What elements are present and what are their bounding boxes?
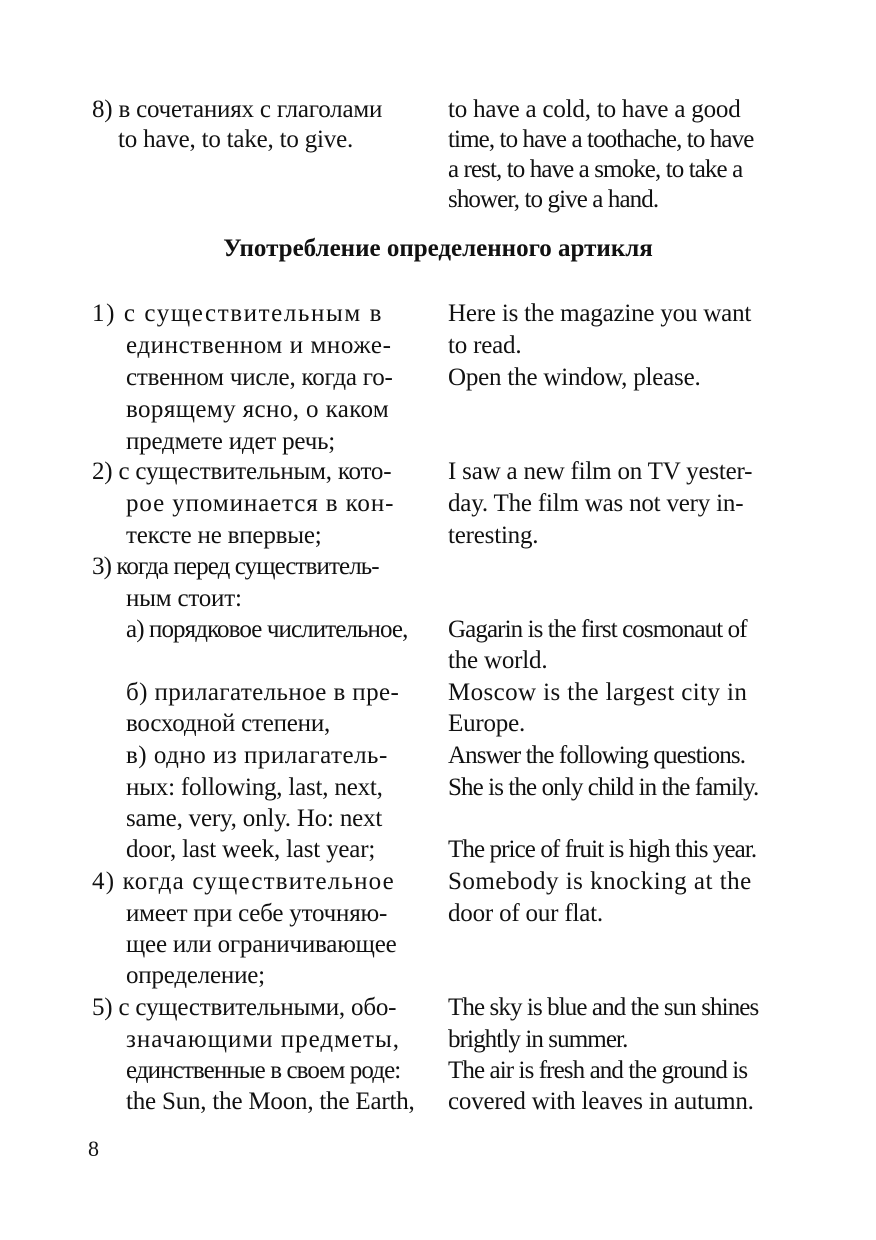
- rule-3a-example-line-2: the world.: [448, 647, 548, 674]
- rule-3c-example-line-2: She is the only child in the family.: [448, 774, 759, 801]
- rule-8-example-line-3: a rest, to have a smoke, to take a: [448, 156, 743, 183]
- rule-1-example-line-3: Open the window, please.: [448, 364, 701, 391]
- rule-3b-left-line-1: б) прилагательное в пре-: [126, 679, 400, 706]
- rule-3b-left-line-2: восходной степени,: [126, 710, 331, 737]
- rule-5-left-line-2: значающими предметы,: [126, 1026, 401, 1053]
- rule-3c-left-line-3: same, very, only. Но: next: [126, 805, 383, 832]
- rule-8-example-line-2: time, to have a toothache, to have: [448, 126, 754, 153]
- rule-3c-left-line-2: ных: following, last, next,: [126, 774, 383, 801]
- rule-3b-example-line-2: Europe.: [448, 710, 526, 737]
- rule-8-example-line-1: to have a cold, to have a good: [448, 96, 741, 123]
- rule-3c-example-line-3: The price of fruit is high this year.: [448, 836, 757, 863]
- rule-3c-left-line-4: door, last week, last year;: [126, 836, 376, 863]
- rule-4-left-line-3: щее или ограничивающее: [126, 931, 397, 958]
- rule-5-left-line-4: the Sun, the Moon, the Earth,: [126, 1088, 415, 1115]
- rule-3-left-line-1: 3) когда перед существитель-: [92, 553, 379, 580]
- rule-3c-example-line-1: Answer the following questions.: [448, 742, 746, 769]
- rule-1-left-line-1: 1) с существительным в: [92, 300, 384, 327]
- rule-3a-example-line-1: Gagarin is the first cosmonaut of: [448, 616, 747, 643]
- rule-2-example-line-2: day. The film was not very in-: [448, 490, 744, 517]
- rule-2-left-line-2: рое упоминается в кон-: [126, 490, 395, 517]
- rule-5-example-line-1: The sky is blue and the sun shines: [448, 994, 759, 1021]
- rule-5-example-line-2: brightly in summer.: [448, 1026, 628, 1053]
- rule-2-example-line-3: teresting.: [448, 522, 539, 549]
- rule-4-example-line-1: Somebody is knocking at the: [448, 868, 752, 895]
- rule-1-left-line-3: ственном числе, когда го-: [126, 364, 393, 391]
- page-number: 8: [88, 1136, 99, 1161]
- rule-4-left-line-2: имеет при себе уточняю-: [126, 900, 388, 927]
- rule-2-example-line-1: I saw a new film on TV yester-: [448, 458, 753, 485]
- section-heading: Употребление определенного артикля: [223, 235, 653, 262]
- rule-1-left-line-4: ворящему ясно, о каком: [126, 396, 390, 423]
- rule-4-left-line-1: 4) когда существительное: [92, 868, 395, 895]
- rule-1-example-line-2: to read.: [448, 332, 522, 359]
- rule-5-left-line-3: единственные в своем роде:: [126, 1057, 401, 1084]
- rule-3b-example-line-1: Moscow is the largest city in: [448, 679, 748, 706]
- rule-2-left-line-3: тексте не впервые;: [126, 522, 322, 549]
- rule-8-left-line-1: 8) в сочетаниях с глаголами: [92, 96, 383, 123]
- rule-5-example-line-4: covered with leaves in autumn.: [448, 1088, 754, 1115]
- rule-3c-left-line-1: в) одно из прилагатель-: [126, 742, 388, 769]
- rule-3a-left-line-1: а) порядковое числительное,: [126, 616, 408, 643]
- rule-8-left-line-2: to have, to take, to give.: [118, 126, 354, 153]
- rule-1-example-line-1: Here is the magazine you want: [448, 300, 752, 327]
- rule-8-example-line-4: shower, to give a hand.: [448, 186, 659, 213]
- rule-2-left-line-1: 2) с существительным, кото-: [92, 458, 392, 485]
- rule-3-left-line-2: ным стоит:: [126, 585, 242, 612]
- rule-5-example-line-3: The air is fresh and the ground is: [448, 1057, 748, 1084]
- rule-4-example-line-2: door of our flat.: [448, 900, 603, 927]
- rule-5-left-line-1: 5) с существительными, обо-: [92, 994, 397, 1021]
- rule-1-left-line-2: единственном и множе-: [126, 332, 392, 359]
- rule-4-left-line-4: определение;: [126, 962, 265, 989]
- rule-1-left-line-5: предмете идет речь;: [126, 428, 336, 455]
